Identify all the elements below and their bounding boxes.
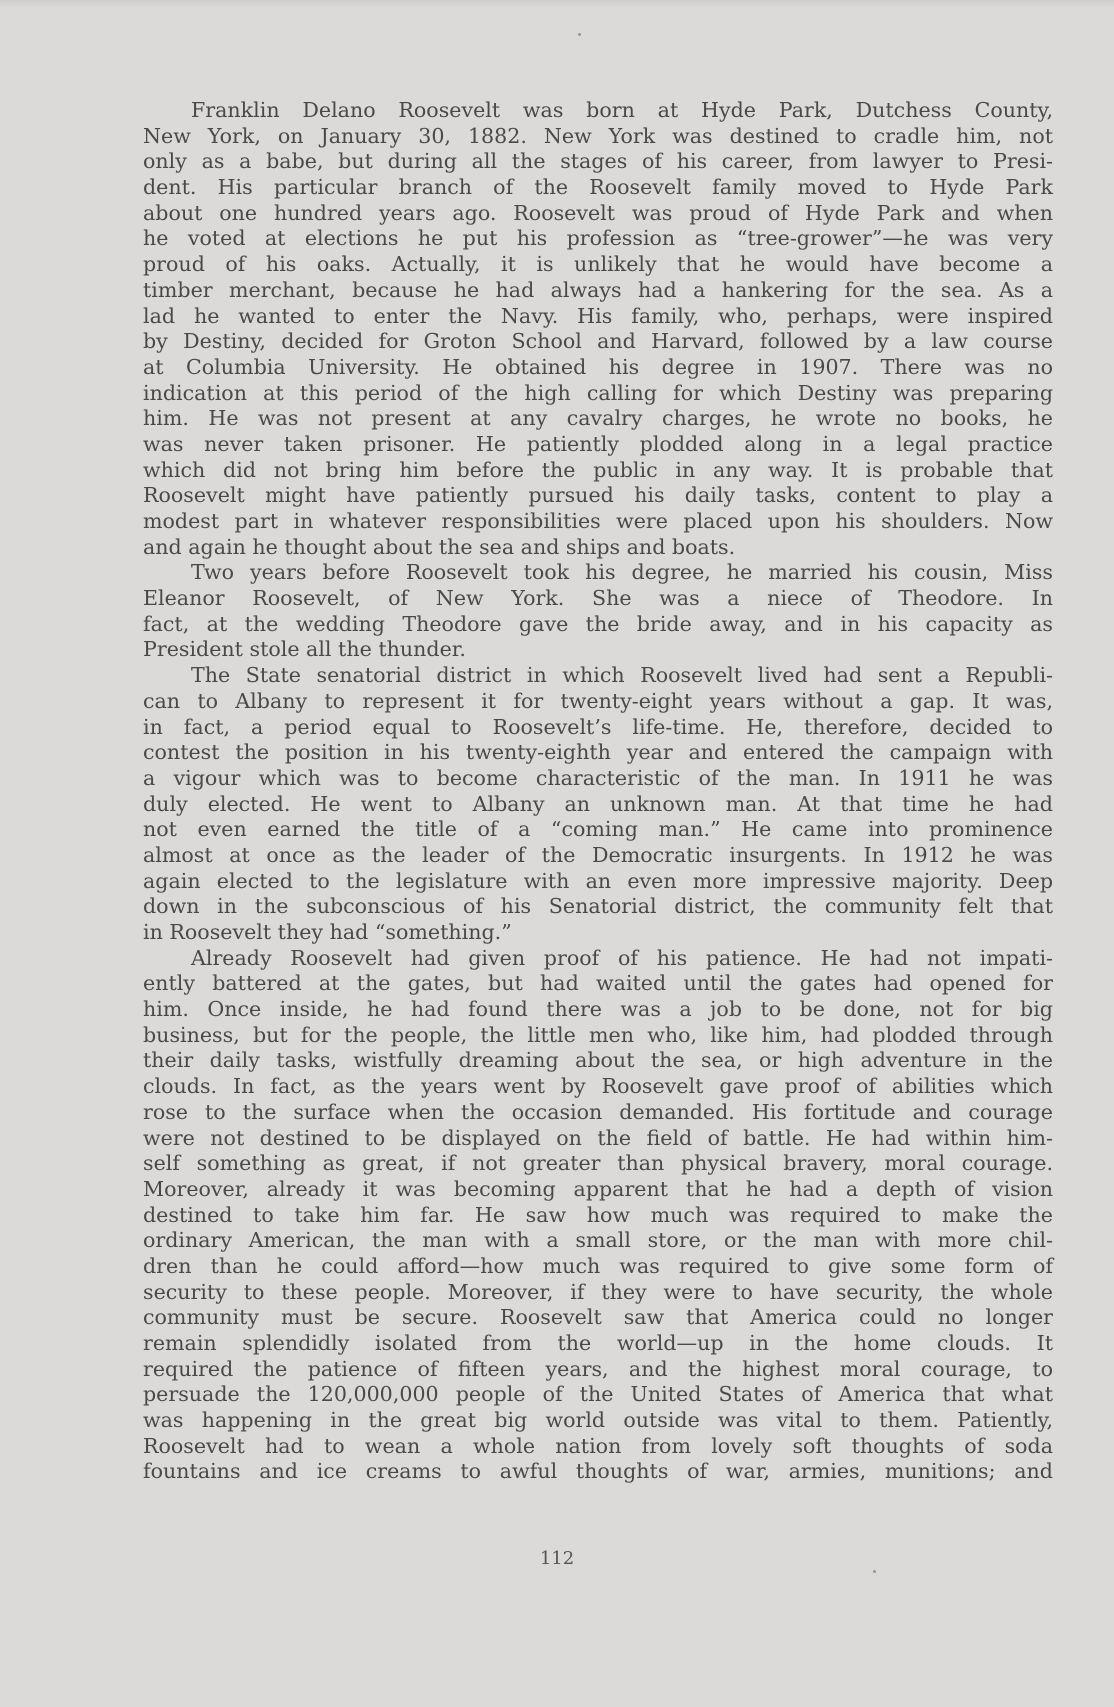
paragraph-first-line: The State senatorial district in which Roosevelt lived had sent a Republi- xyxy=(191,663,1053,688)
text-line: fountains and ice creams to awful thoughts of war, armies, munitions; and xyxy=(143,1459,1053,1484)
text-line: by Destiny, decided for Groton School and Harvard, followed by a law course xyxy=(143,329,1053,354)
page-number: 112 xyxy=(539,1548,575,1569)
text-line: Moreover, already it was becoming apparent that he had a depth of vision xyxy=(143,1176,1053,1201)
text-line: Roosevelt had to wean a whole nation from lovely soft thoughts of soda xyxy=(143,1433,1053,1458)
text-line: which did not bring him before the public in any way. It is probable that xyxy=(143,457,1053,482)
paragraph-first-line: Franklin Delano Roosevelt was born at Hyde Park, Dutchess County, xyxy=(191,98,1053,122)
text-line: their daily tasks, wistfully dreaming about the sea, or high adventure in the xyxy=(143,1048,1053,1073)
text-line: lad he wanted to enter the Navy. His family, who, perhaps, were inspired xyxy=(143,303,1053,328)
paragraph-first-line: Already Roosevelt had given proof of his patience. He had not impati- xyxy=(191,945,1053,970)
page-top-edge xyxy=(0,0,1114,8)
text-line: in Roosevelt they had “something.” xyxy=(143,920,512,944)
text-line: ently battered at the gates, but had waited until the gates had opened for xyxy=(143,971,1053,996)
text-line: New York, on January 30, 1882. New York was destined to cradle him, not xyxy=(143,123,1053,148)
text-line: ordinary American, the man with a small store, or the man with more chil- xyxy=(143,1228,1053,1253)
text-line: Roosevelt might have patiently pursued his daily tasks, content to play a xyxy=(143,483,1053,508)
body-text xyxy=(143,98,1053,1485)
text-line: were not destined to be displayed on the field of battle. He had within him- xyxy=(143,1125,1053,1150)
text-line: about one hundred years ago. Roosevelt was proud of Hyde Park and when xyxy=(143,200,1053,225)
text-line: rose to the surface when the occasion demanded. His fortitude and courage xyxy=(143,1099,1053,1124)
text-line: destined to take him far. He saw how much was required to make the xyxy=(143,1202,1053,1227)
text-line: not even earned the title of a “coming man.” He came into prominence xyxy=(143,817,1053,842)
paper-speck xyxy=(578,33,581,36)
text-line: duly elected. He went to Albany an unknown man. At that time he had xyxy=(143,791,1053,816)
text-line: community must be secure. Roosevelt saw that America could no longer xyxy=(143,1305,1053,1330)
paper-speck xyxy=(873,1570,876,1573)
text-line: remain splendidly isolated from the world—up in the home clouds. It xyxy=(143,1331,1053,1355)
text-line: fact, at the wedding Theodore gave the bride away, and in his capacity as xyxy=(143,611,1053,636)
text-line: proud of his oaks. Actually, it is unlikely that he would have become a xyxy=(143,252,1053,277)
text-line: him. He was not present at any cavalry charges, he wrote no books, he xyxy=(143,406,1053,431)
text-line: required the patience of fifteen years, and the highest moral courage, to xyxy=(143,1356,1053,1381)
text-line: self something as great, if not greater than physical bravery, moral courage. xyxy=(143,1151,1053,1176)
text-line: can to Albany to represent it for twenty-eight years without a gap. It was, xyxy=(143,688,1053,713)
text-line: and again he thought about the sea and ships and boats. xyxy=(143,534,736,559)
text-line: dent. His particular branch of the Roosevelt family moved to Hyde Park xyxy=(143,175,1053,200)
text-line: contest the position in his twenty-eighth year and entered the campaign with xyxy=(143,740,1053,765)
text-line: security to these people. Moreover, if they were to have security, the whole xyxy=(143,1279,1053,1304)
text-line: in fact, a period equal to Roosevelt’s life-time. He, therefore, decided to xyxy=(143,714,1053,739)
text-line: almost at once as the leader of the Democratic insurgents. In 1912 he was xyxy=(143,842,1053,867)
text-line: clouds. In fact, as the years went by Roosevelt gave proof of abilities which xyxy=(143,1074,1053,1099)
text-line: down in the subconscious of his Senatorial district, the community felt that xyxy=(143,894,1053,919)
text-line: a vigour which was to become characteristic of the man. In 1911 he was xyxy=(143,765,1053,790)
text-line: was never taken prisoner. He patiently plodded along in a legal practice xyxy=(143,431,1053,456)
text-line: business, but for the people, the little men who, like him, had plodded through xyxy=(143,1022,1053,1047)
text-line: him. Once inside, he had found there was a job to be done, not for big xyxy=(143,997,1053,1022)
text-line: indication at this period of the high calling for which Destiny was preparing xyxy=(143,380,1053,405)
text-line: timber merchant, because he had always had a hankering for the sea. As a xyxy=(143,277,1053,302)
text-line: again elected to the legislature with an even more impressive majority. Deep xyxy=(143,868,1053,893)
text-line: he voted at elections he put his profession as “tree-grower”—he was very xyxy=(143,226,1053,251)
paragraph-first-line: Two years before Roosevelt took his degree, he married his cousin, Miss xyxy=(191,560,1053,585)
text-line: at Columbia University. He obtained his degree in 1907. There was no xyxy=(143,354,1053,379)
text-line: persuade the 120,000,000 people of the United States of America that what xyxy=(143,1382,1053,1407)
text-line: only as a babe, but during all the stages of his career, from lawyer to Presi- xyxy=(143,149,1053,174)
text-line: modest part in whatever responsibilities were placed upon his shoulders. Now xyxy=(143,509,1053,533)
text-line: dren than he could afford—how much was required to give some form of xyxy=(143,1253,1053,1278)
text-line: Eleanor Roosevelt, of New York. She was a niece of Theodore. In xyxy=(143,586,1053,611)
text-line: President stole all the thunder. xyxy=(143,637,466,662)
text-line: was happening in the great big world outside was vital to them. Patiently, xyxy=(143,1408,1053,1433)
